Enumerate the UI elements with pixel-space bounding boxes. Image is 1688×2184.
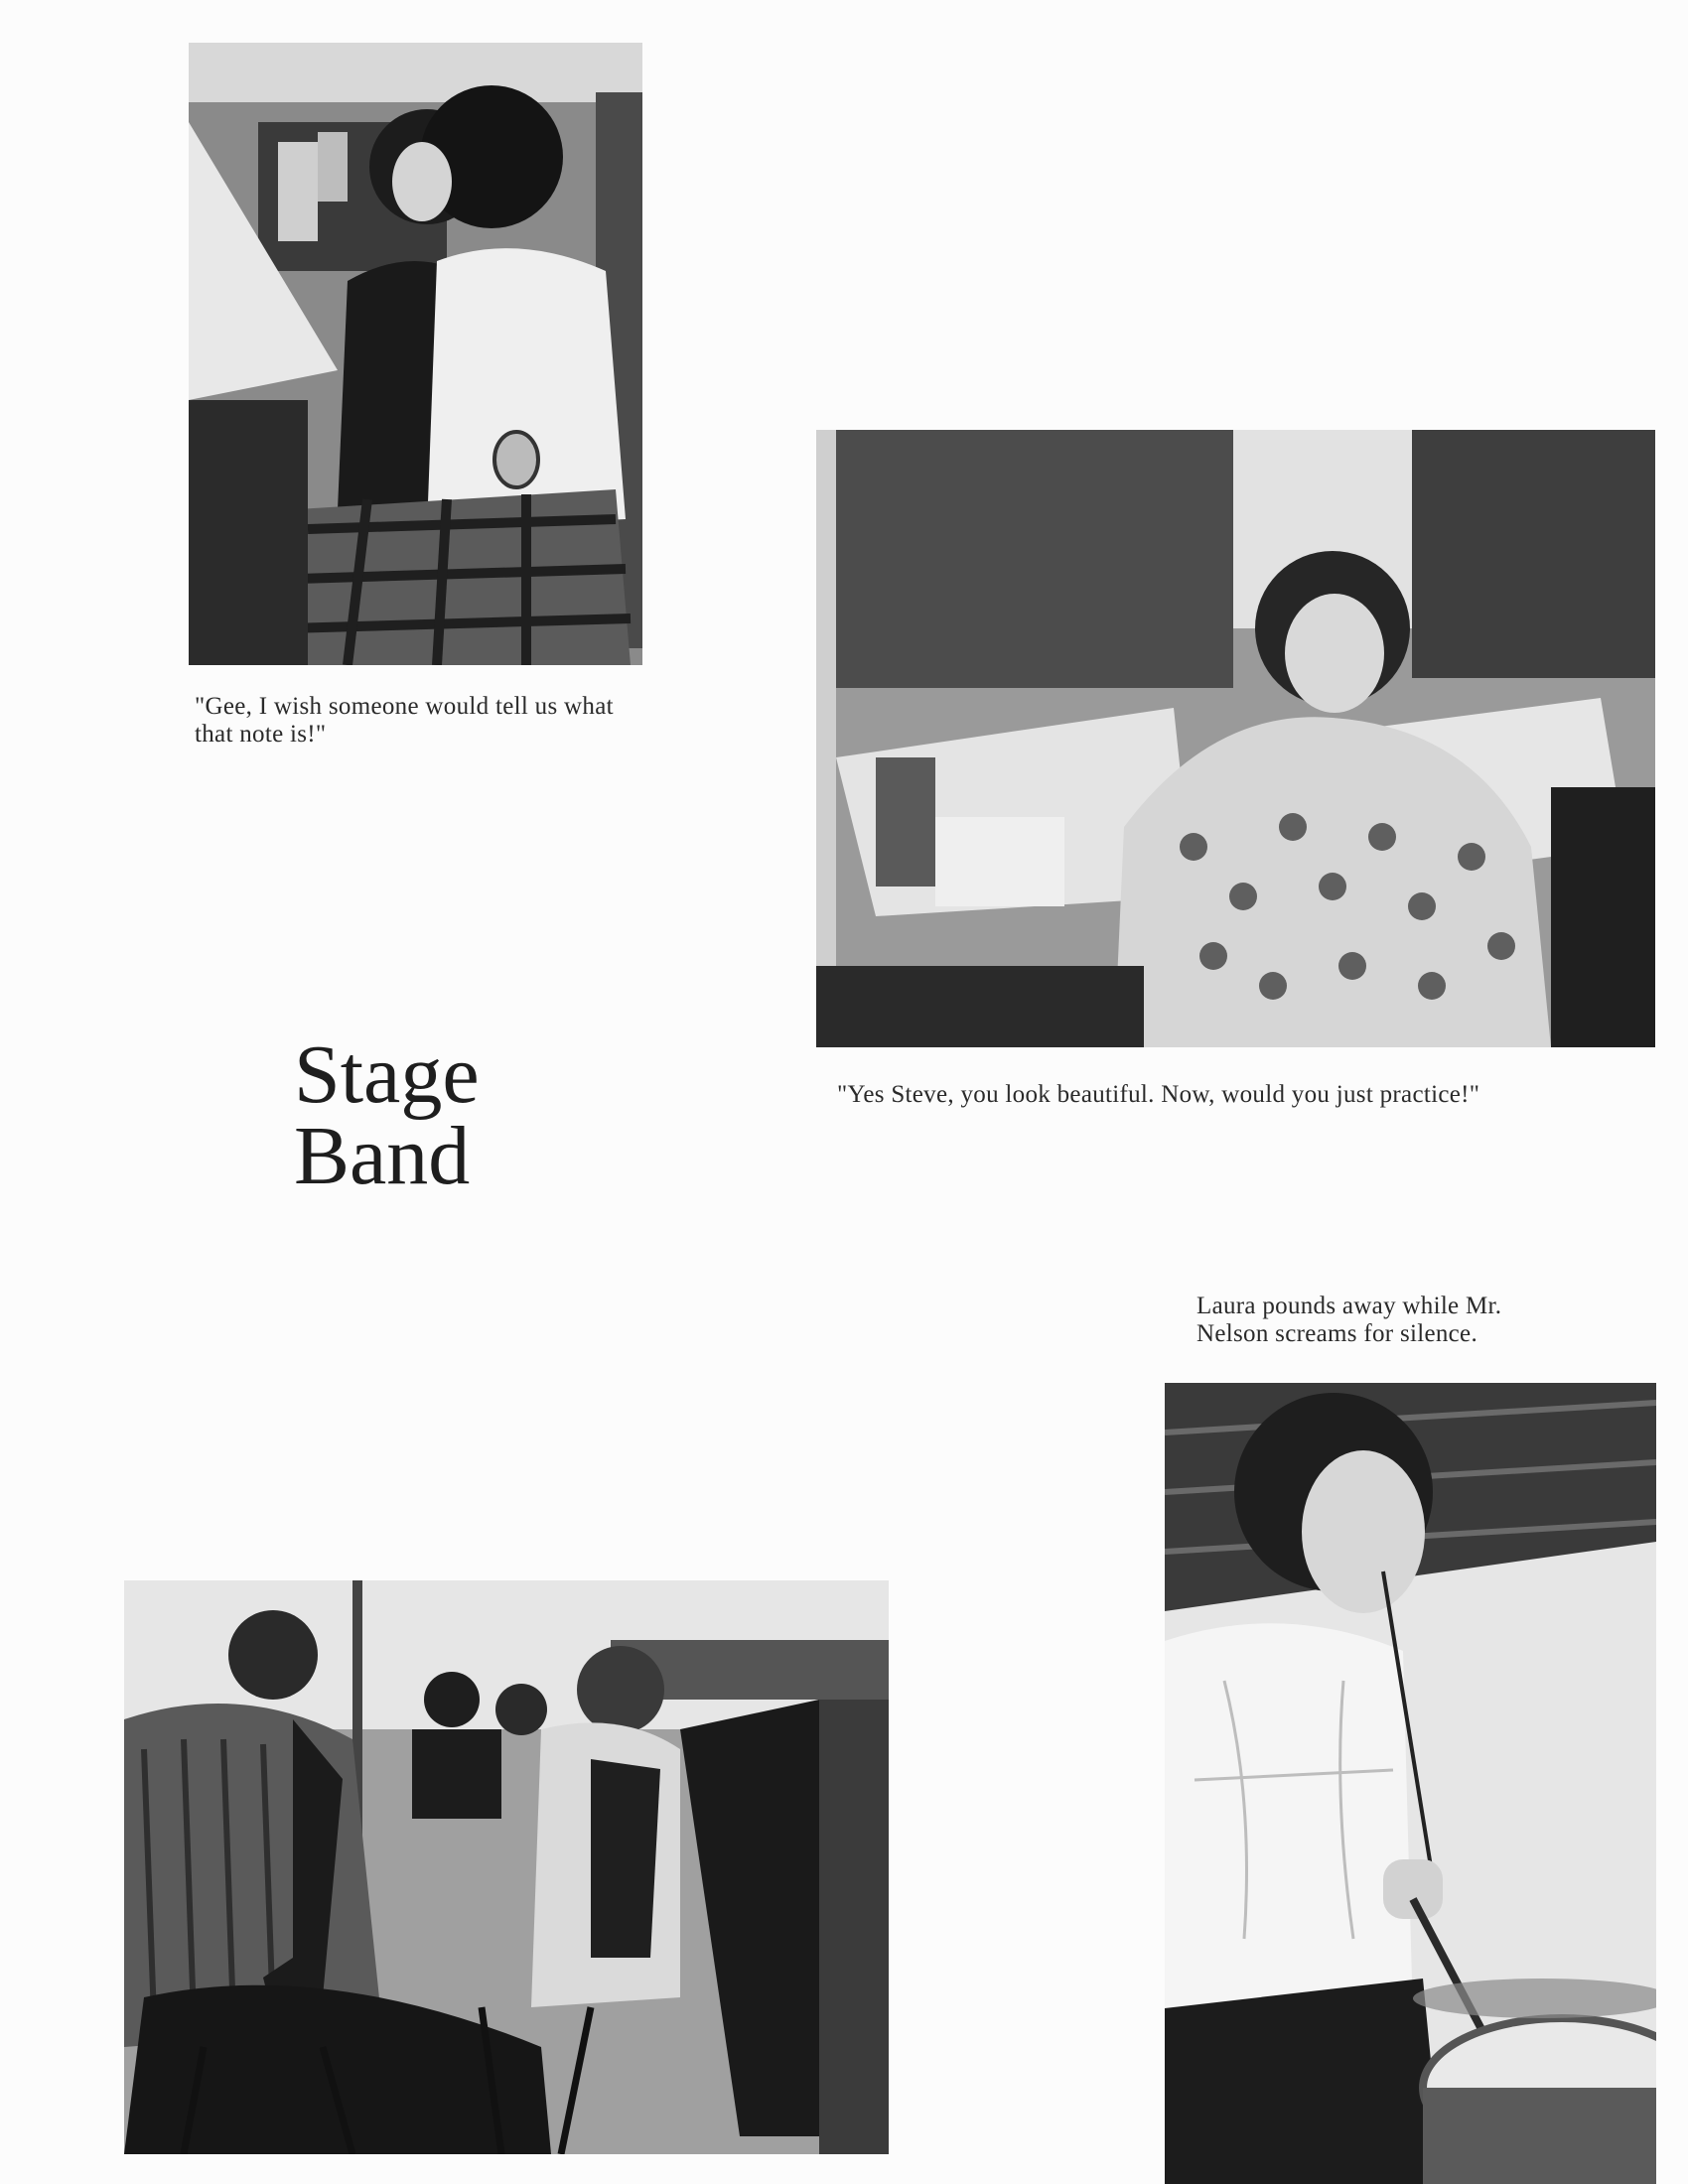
caption-bottom-right: Laura pounds away while Mr. Nelson screams for silence. [1196, 1293, 1502, 1347]
photo-steve [816, 430, 1655, 1047]
photo-laura-drums-image [1165, 1383, 1656, 2184]
photo-girls-seated-image [189, 43, 642, 665]
photo-saxophone-section-image [124, 1580, 889, 2154]
caption-middle-right: "Yes Steve, you look beautiful. Now, would you just practice!" [837, 1081, 1480, 1108]
section-title [294, 1028, 480, 1202]
photo-steve-image [816, 430, 1655, 1047]
photo-laura-drums [1165, 1383, 1656, 2184]
photo-girls-seated [189, 43, 642, 665]
caption-top-left: "Gee, I wish someone would tell us what that note is!" [195, 693, 614, 748]
photo-saxophone-section [124, 1580, 889, 2154]
title-line-2: Band [294, 1110, 471, 1202]
title-line-1: Stage [294, 1028, 480, 1121]
